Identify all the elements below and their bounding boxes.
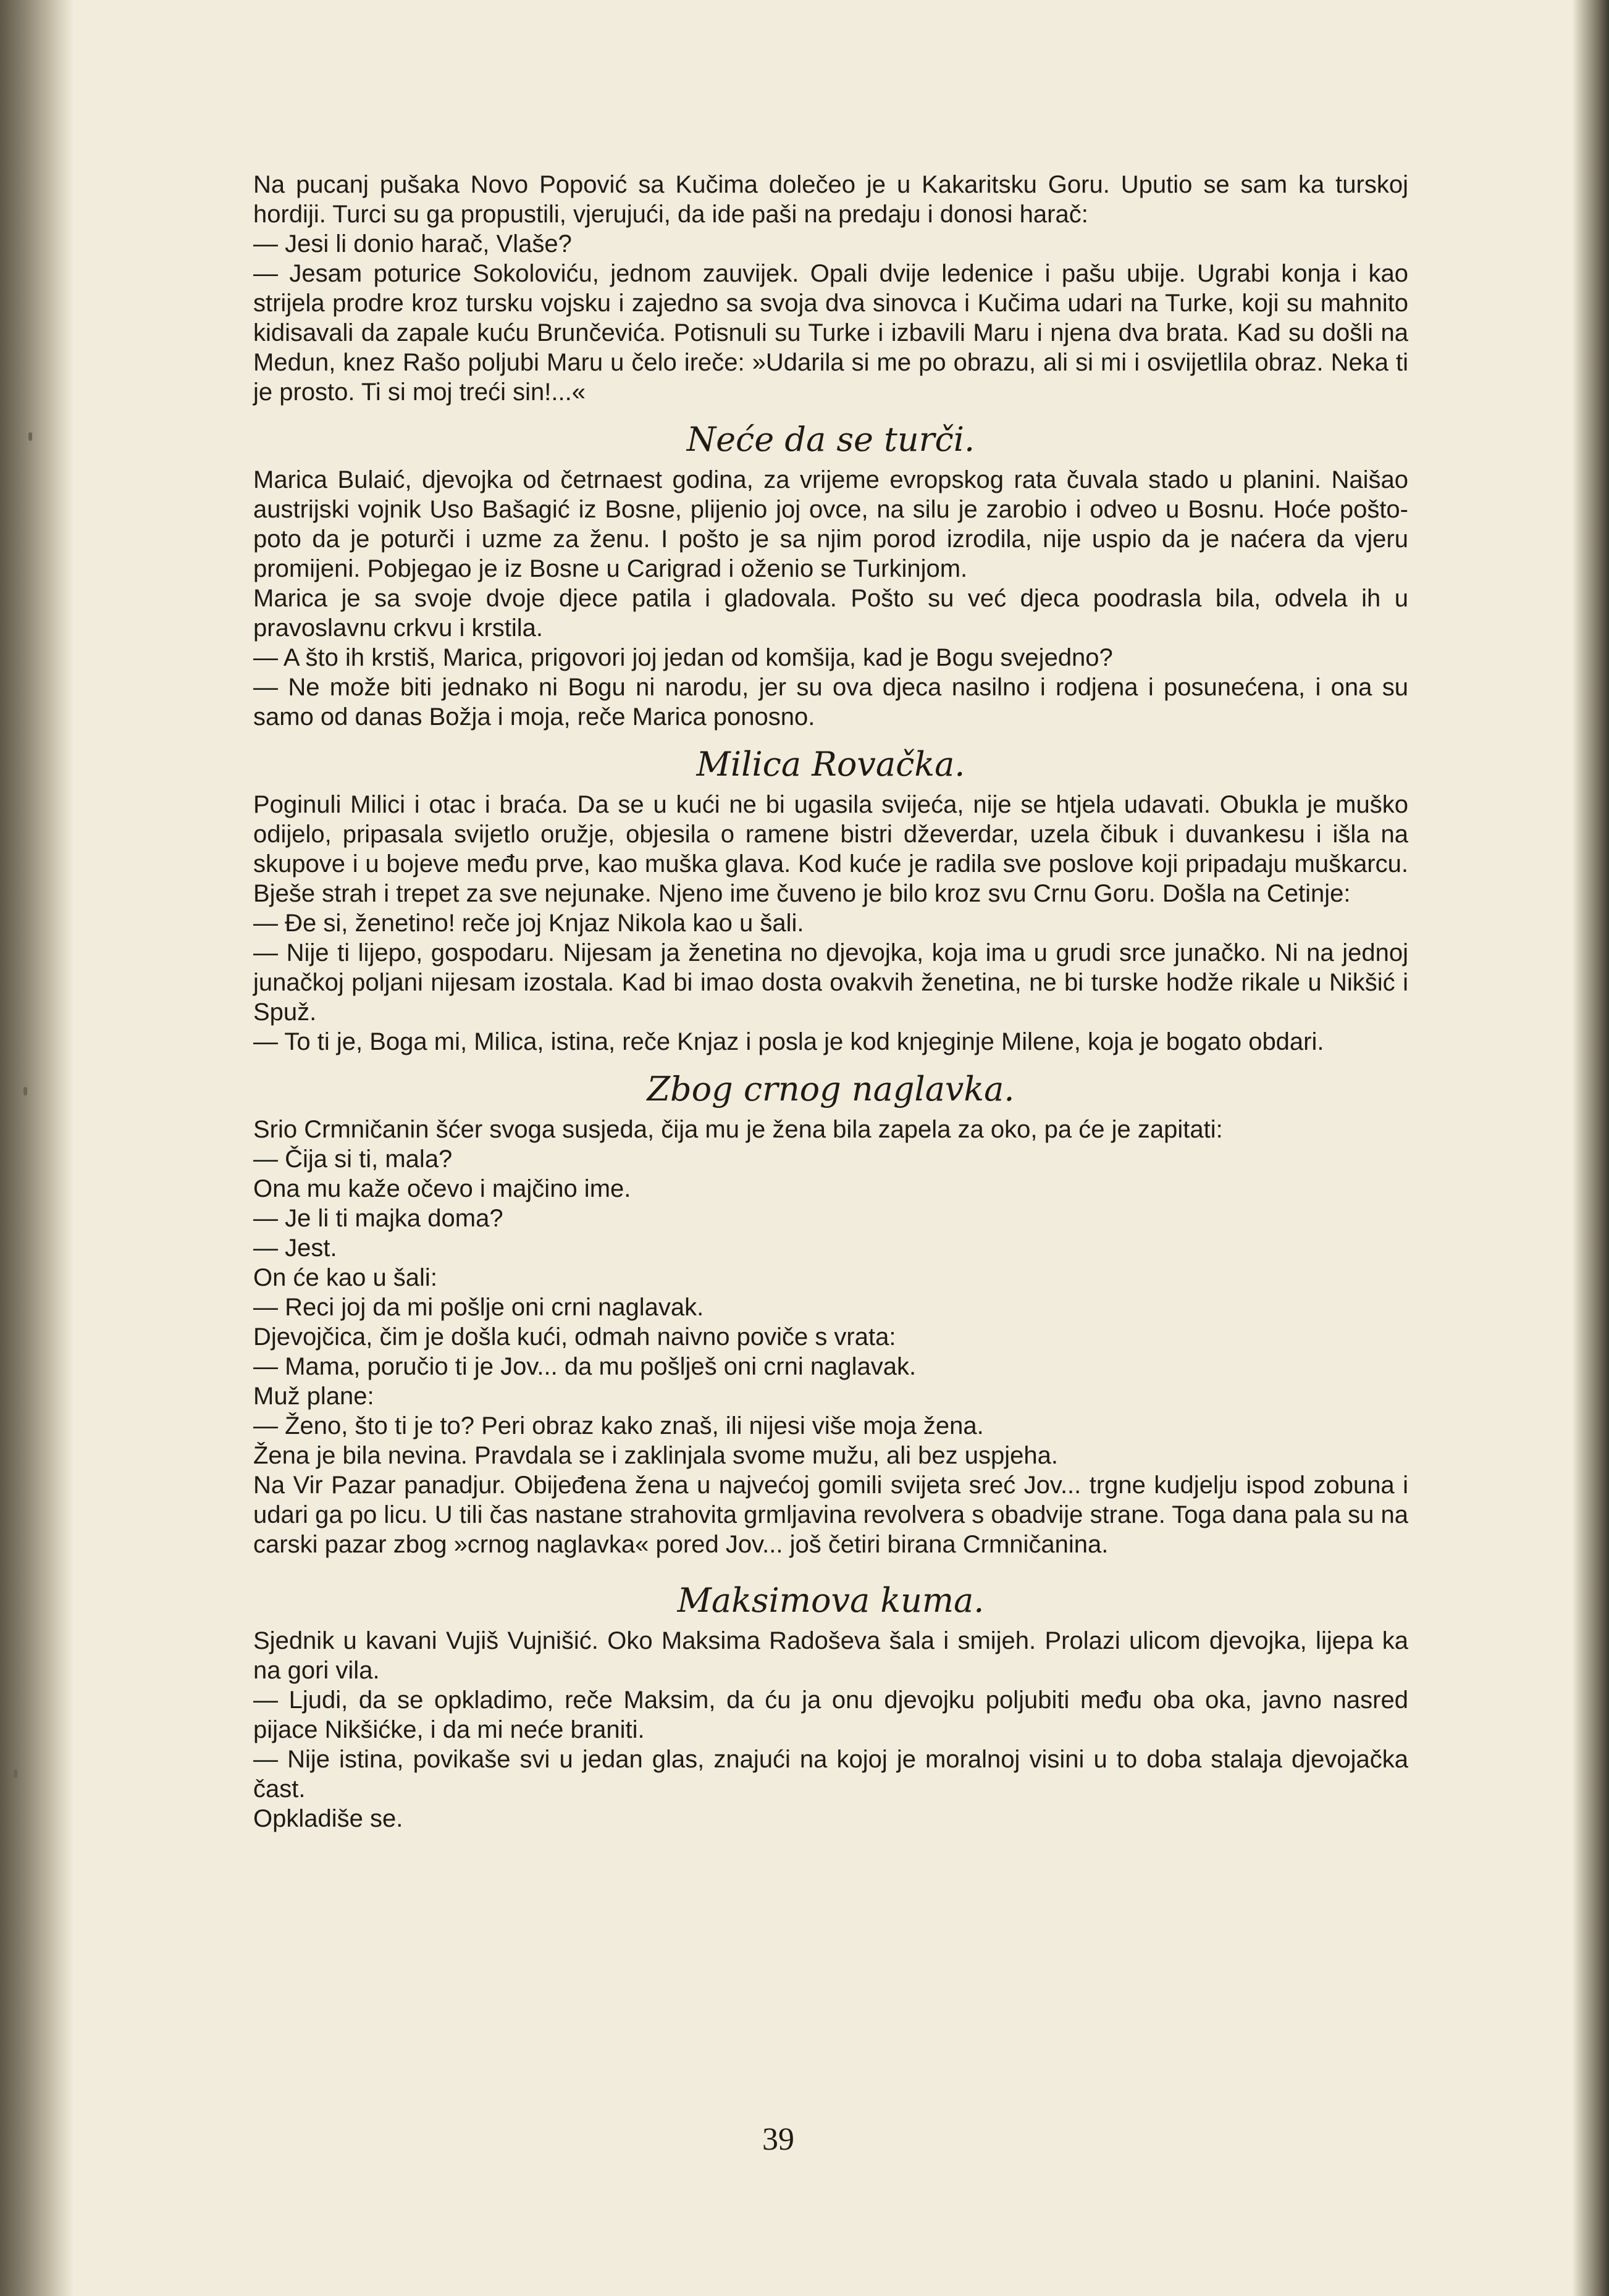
paragraph: Marica je sa svoje dvoje djece patila i gladovala. Pošto su već djeca poodrasla bila, odvela ih u pravoslavnu crkvu i krstila. [253,585,1408,642]
dialogue-line: — Jesi li donio harač, Vlaše? [253,230,572,258]
dialogue-line: — Ne može biti jednako ni Bogu ni narodu, jer su ova djeca nasilno i rodjena i posunećena, i ona su samo od danas Božja i moja, reče Marica ponosno. [253,674,1408,731]
paragraph: Djevojčica, čim je došla kući, odmah naivno poviče s vrata: [253,1323,896,1351]
margin-speck [28,432,32,441]
section-milica-rovacka [253,790,1408,1057]
paragraph: Poginuli Milici i otac i braća. Da se u kući ne bi ugasila svijeća, nije se htjela udavati. Obukla je muško odijelo, pripasala svijetlo oružje, objesila o ramene bistri dževerdar, uzela čibuk i duvankesu i išla na skupove i u bojeve među prve, kao muška glava. Kod kuće je radila sve poslove koji pripadaju muškarcu. Bješe strah i trepet za sve nejunake. Njeno ime čuveno je bilo kroz svu Crnu Goru. Došla na Cetinje: [253,791,1408,907]
section-novo-popovic [253,170,1408,407]
paragraph: Na Vir Pazar panadjur. Obiјеđena žena u najvećoj gomili svijeta sreć Jov... trgne kudjelju ispod zobuna i udari ga po licu. U tili čas nastane strahovita grmljavina revolvera s obadvije strane. Toga dana pala su na carski pazar zbog »crnog naglavka« pored Jov... još četiri birana Crmničanina. [253,1472,1408,1558]
section-maksimova-kuma [253,1626,1408,1833]
section-heading: Neće da se turči. [686,420,975,459]
page-content [253,170,1408,1833]
paragraph: On će kao u šali: [253,1264,437,1291]
paragraph: Žena je bila nevina. Pravdala se i zaklinjala svome mužu, ali bez uspjeha. [253,1442,1058,1469]
paragraph: Opkladiše se. [253,1805,403,1832]
page-edge-shadow [1572,0,1609,2296]
dialogue-line: — Je li ti majka doma? [253,1205,503,1232]
page-number: 39 [762,2122,794,2157]
paragraph: Srio Crmničanin šćer svoga susjeda, čija mu je žena bila zapela za oko, pa će je zapitati: [253,1116,1223,1143]
dialogue-line: — Nije ti lijepo, gospodaru. Nijesam ja ženetina no djevojka, koja ima u grudi srce junačko. Ni na jednoj junačkoj poljani nijesam izostala. Kad bi imao dosta ovakvih ženetina, ne bi turske hodže rikale u Nikšić i Spuž. [253,939,1408,1026]
section-zbog-crnog-naglavka [253,1115,1408,1559]
dialogue-line: — Đe si, ženetino! reče joj Knjaz Nikola kao u šali. [253,910,804,937]
paragraph: Na pucanj pušaka Novo Popović sa Kučima dolečeo je u Kakaritsku Goru. Uputio se sam ka turskoj hordiji. Turci su ga propustili, vjerujući, da ide paši na predaju i donosi harač: [253,171,1408,228]
dialogue-line: — Mama, poručio ti je Jov... da mu pošlješ oni crni naglavak. [253,1353,917,1380]
paragraph: Muž plane: [253,1383,374,1410]
page-binding-shadow [0,0,74,2296]
dialogue-line: — Ljudi, da se opkladimo, reče Maksim, da ću ja onu djevojku poljubiti među oba oka, javno nasred pijace Nikšićke, i da mi neće braniti. [253,1686,1408,1743]
dialogue-line: — Reci joj da mi pošlje oni crni naglavak. [253,1294,704,1321]
paragraph: Sjednik u kavani Vujiš Vujnišić. Oko Maksima Radoševa šala i smijeh. Prolazi ulicom djevojka, lijepa ka na gori vila. [253,1627,1408,1684]
section-heading: Zbog crnog naglavka. [647,1070,1015,1108]
dialogue-line: — Jest. [253,1234,337,1262]
section-heading: Milica Rovačka. [696,745,965,784]
margin-speck [23,1087,27,1096]
dialogue-line: — To ti je, Boga mi, Milica, istina, reče Knjaz i posla je kod knjeginje Milene, koja je bogato obdari. [253,1028,1324,1055]
dialogue-line: — Jesam poturice Sokoloviću, jednom zauvijek. Opali dvije ledenice i pašu ubije. Ugrabi konja i kao strijela prodre kroz tursku vojsku i zajedno sa svoja dva sinovca i Kučima udari na Turke, koji su mahnito kidisavali da zapale kuću Brunčevića. Potisnuli su Turke i izbavili Maru i njena dva brata. Kad su došli na Medun, knez Rašo poljubi Maru u čelo ireče: »Udarila si me po obrazu, ali si mi i osvijetlila obraz. Neka ti je prosto. Ti si moj treći sin!...« [253,260,1408,406]
dialogue-line: — Ženo, što ti je to? Peri obraz kako znaš, ili nijesi više moja žena. [253,1412,984,1439]
section-nece-da-se-turci [253,465,1408,732]
dialogue-line: — Čija si ti, mala? [253,1146,453,1173]
dialogue-line: — A što ih krstiš, Marica, prigovori joj jedan od komšija, kad je Bogu svejedno? [253,644,1113,671]
paragraph: Marica Bulaić, djevojka od četrnaest godina, za vrijeme evropskog rata čuvala stado u planini. Naišao austrijski vojnik Uso Bašagić iz Bosne, plijenio joj ovce, na silu je zarobio i odveo u Bosnu. Hoće pošto-poto da je poturči i uzme za ženu. I pošto je sa njim porod izrodila, nije uspio da je naćera da vjeru promijeni. Pobjegao je iz Bosne u Carigrad i oženio se Turkinjom. [253,466,1408,582]
paragraph: Ona mu kaže očevo i majčino ime. [253,1175,631,1202]
section-heading: Maksimova kuma. [677,1581,985,1620]
margin-speck [14,1769,17,1778]
dialogue-line: — Nije istina, povikaše svi u jedan glas, znajući na kojoj je moralnoj visini u to doba stalaja djevojačka čast. [253,1746,1408,1803]
